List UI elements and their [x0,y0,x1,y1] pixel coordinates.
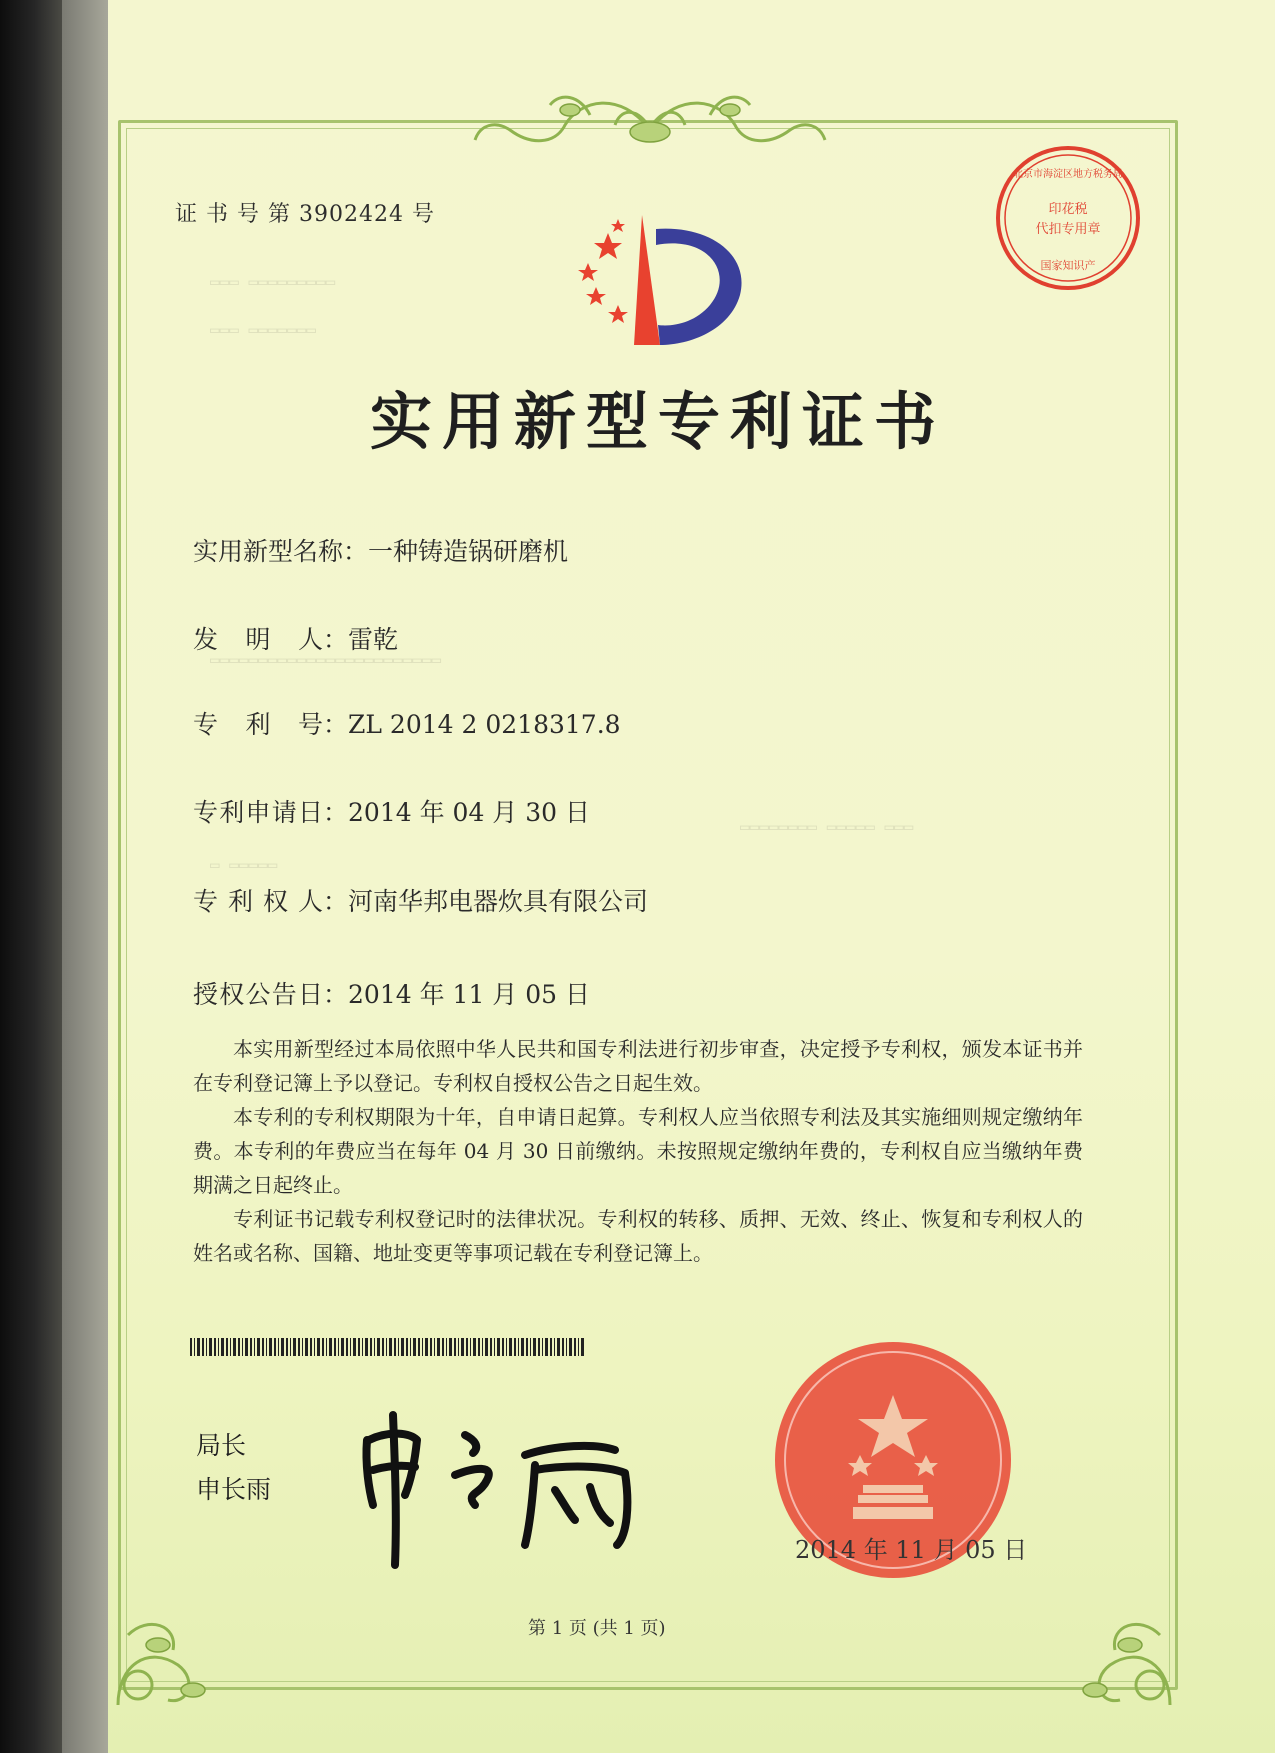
tax-seal-ring: 北京市海淀区地方税务局 [1013,169,1123,180]
field-label: 实用新型名称 [193,537,344,566]
field-patent-number: 专利号：ZL 2014 2 0218317.8 [193,705,621,741]
tax-seal-bottom: 国家知识产 [1040,259,1096,272]
field-value: 雷乾 [348,625,399,654]
tax-seal-line2: 代扣专用章 [1035,222,1101,237]
field-value: ZL 2014 2 0218317.8 [348,710,621,739]
body-paragraph: 本实用新型经过本局依照中华人民共和国专利法进行初步审查，决定授予专利权，颁发本证书并在专利登记簿上予以登记。专利权自授权公告之日起生效。 [193,1037,1083,1095]
field-value: 一种铸造锅研磨机 [368,537,569,566]
director-name: 申长雨 [196,1475,272,1504]
seal-date: 2014 年 11 月 05 日 [795,1536,1028,1564]
field-label: 发明人 [193,625,323,654]
field-application-date: 专利申请日：2014 年 04 月 30 日 [193,793,590,829]
corner-ornament-icon [1040,1575,1190,1725]
field-grant-date: 授权公告日：2014 年 11 月 05 日 [193,975,590,1011]
field-label: 授权公告日 [193,980,323,1009]
page-number: 第 1 页 (共 1 页) [528,1618,666,1639]
field-value: 2014 年 04 月 30 日 [348,798,590,827]
field-value: 河南华邦电器炊具有限公司 [348,887,649,916]
field-label: 专利权人 [193,887,323,916]
field-patentee: 专利权人：河南华邦电器炊具有限公司 [193,882,648,918]
scan-edge-dark [0,0,62,1753]
barcode [190,1338,585,1356]
show-through-text: ▭▭▭ ▭▭▭▭▭▭▭ [210,320,316,339]
certificate-number: 证 书 号 第 3902424 号 [175,202,435,227]
field-label: 专利申请日 [193,798,323,827]
director-signature [355,1395,675,1575]
field-inventor: 发明人：雷乾 [193,620,398,656]
show-through-text: ▭▭▭▭▭▭▭▭▭▭▭▭▭▭▭▭▭▭▭▭▭▭▭▭ [210,650,442,669]
corner-ornament-icon [98,1575,248,1725]
show-through-text: ▭▭▭▭▭▭▭▭ ▭▭▭▭▭ ▭▭▭ [740,817,914,836]
tax-seal-line1: 印花税 [1048,202,1088,217]
scan-edge-grey [62,0,110,1753]
body-paragraph: 本专利的专利权期限为十年，自申请日起算。专利权人应当依照专利法及其实施细则规定缴纳年费。本专利的年费应当在每年 04 月 30 日前缴纳。未按照规定缴纳年费的，专利权自应当缴纳年费期满之日起终止。 [193,1105,1083,1197]
show-through-text: ▭ ▭▭▭▭▭ [210,855,278,874]
floral-ornament-icon [470,70,830,160]
field-value: 2014 年 11 月 05 日 [348,980,590,1009]
certificate-title: 实用新型专利证书 [370,385,947,458]
field-label: 专利号 [193,710,323,739]
sipo-logo-icon [560,205,750,355]
director-title: 局长 [196,1431,247,1460]
certificate-body [193,1032,1083,1270]
body-paragraph: 专利证书记载专利权登记时的法律状况。专利权的转移、质押、无效、终止、恢复和专利权人的姓名或名称、国籍、地址变更等事项记载在专利登记簿上。 [193,1207,1083,1265]
field-utility-model-name: 实用新型名称：一种铸造锅研磨机 [193,537,569,566]
show-through-text: ▭▭▭ ▭▭▭▭▭▭▭▭▭ [210,272,336,291]
tax-seal-icon [993,143,1143,293]
